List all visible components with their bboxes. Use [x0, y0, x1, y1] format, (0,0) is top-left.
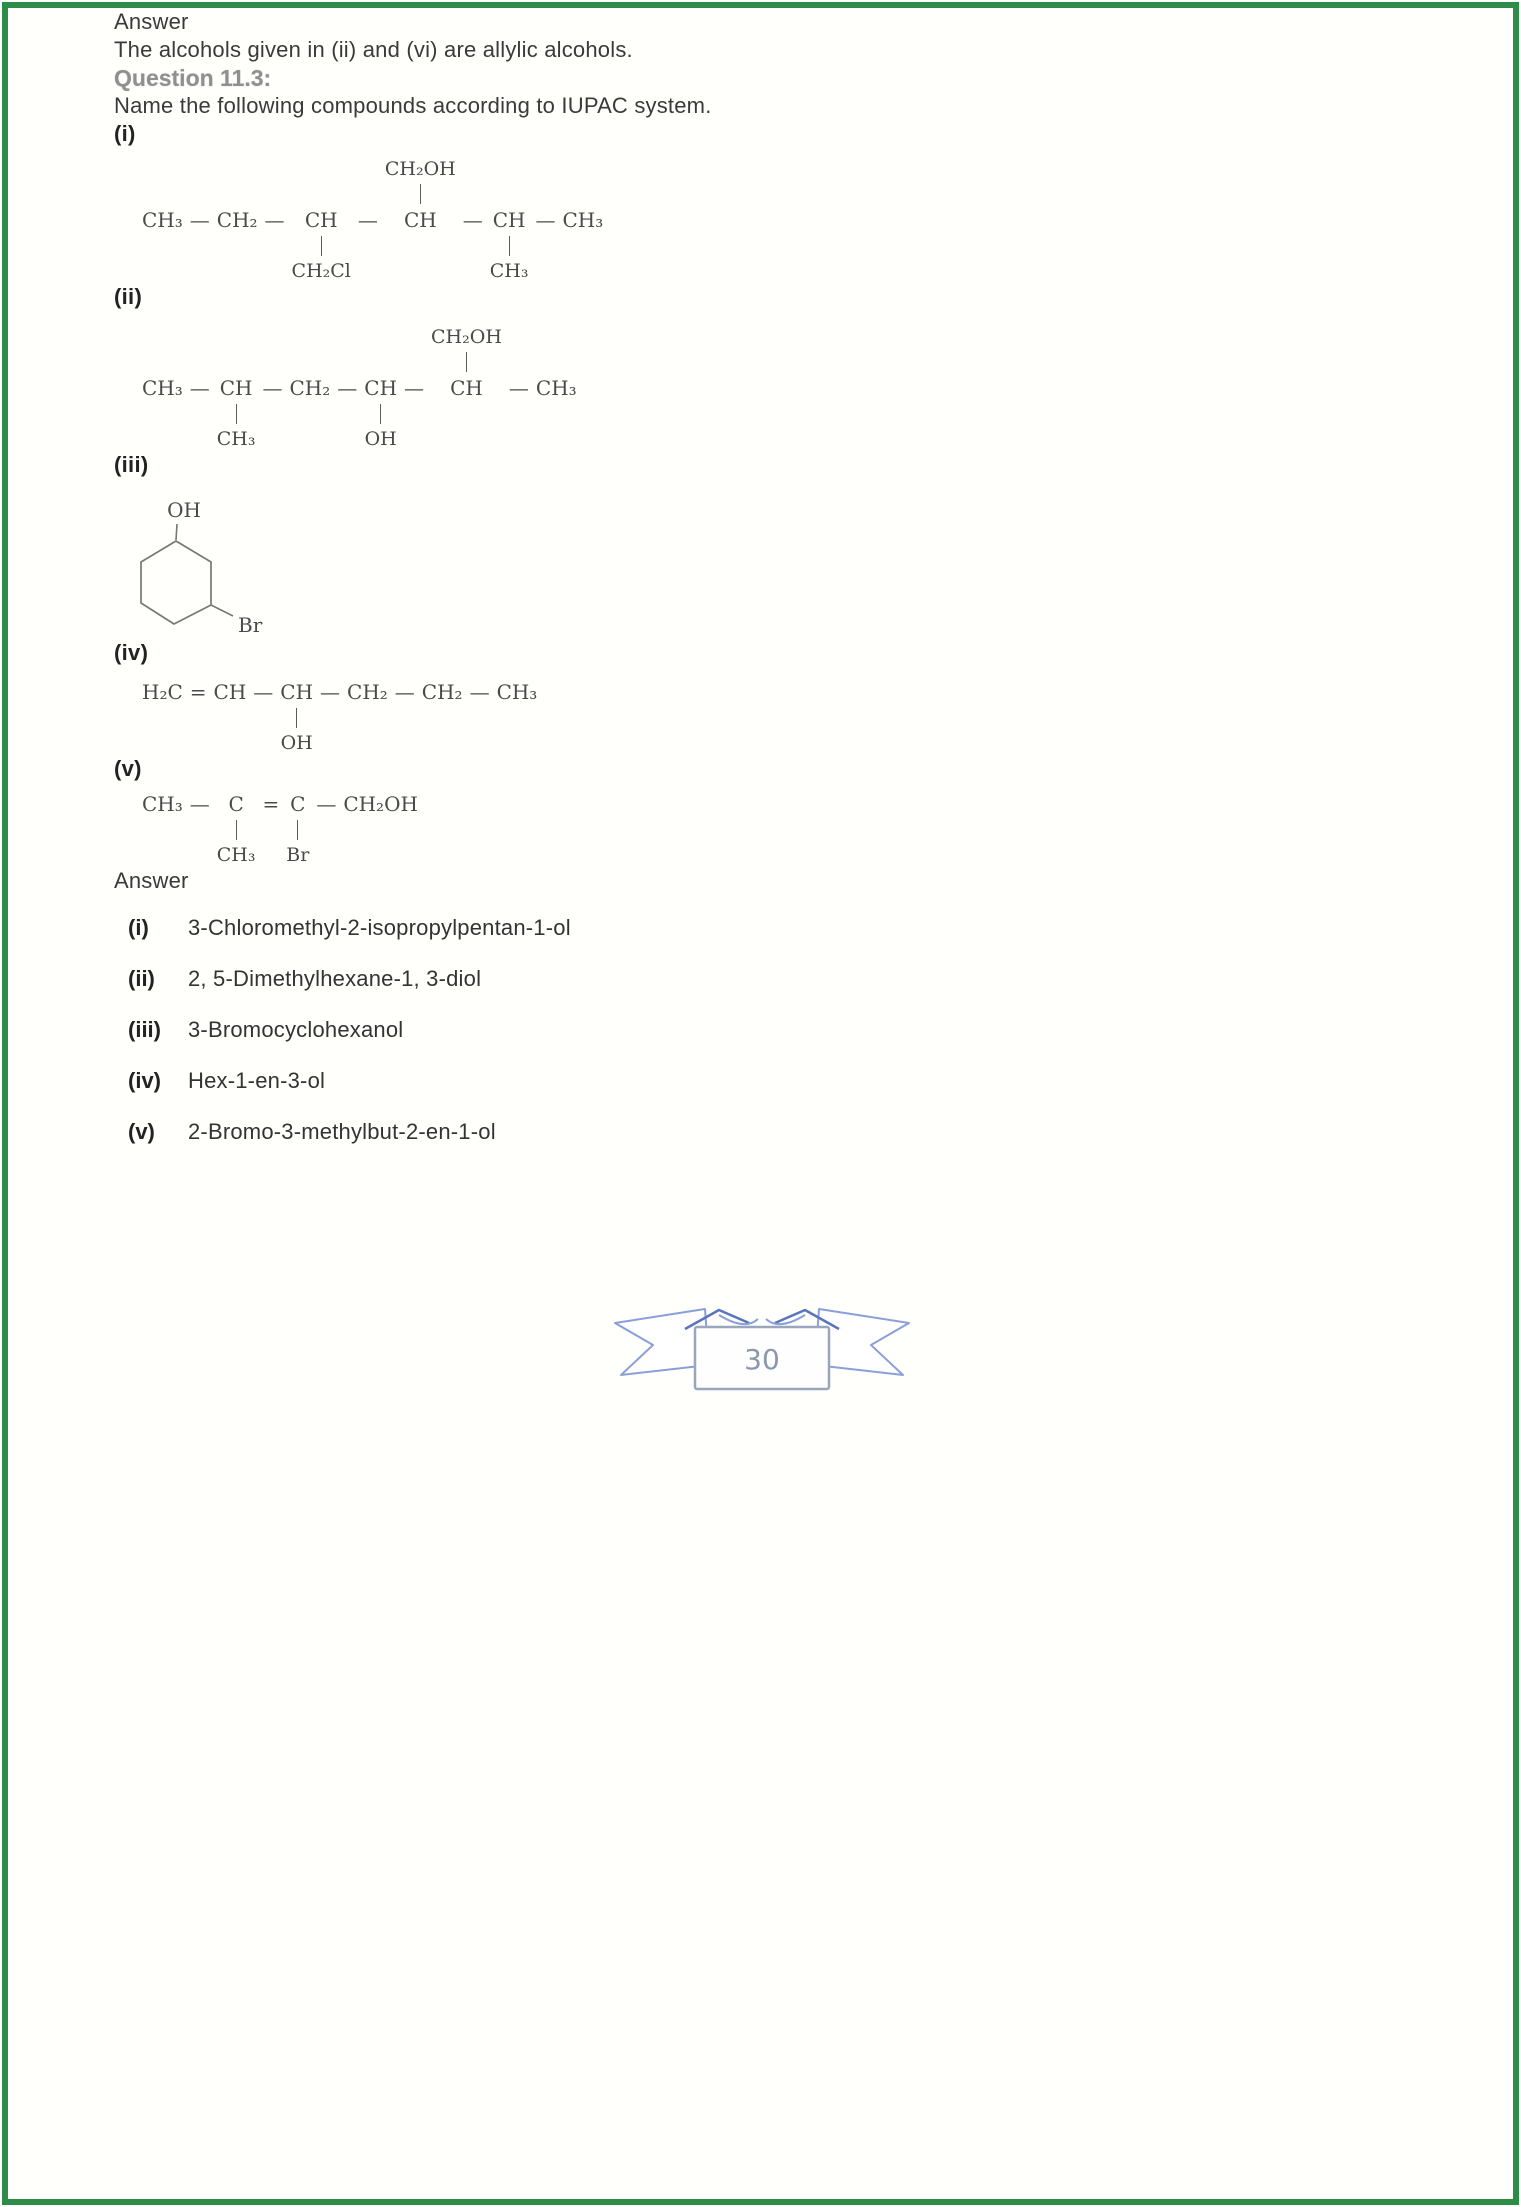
formula-substituent: CH₂OH [384, 158, 456, 180]
formula-atom-group [347, 679, 388, 755]
formula-vertical-bond [290, 349, 331, 375]
formula-vertical-bond [217, 401, 256, 427]
formula-vertical-bond [290, 401, 331, 427]
formula-bond: — [394, 680, 415, 704]
formula-bond: — [189, 208, 210, 232]
formula-vertical-bond [385, 233, 456, 259]
ring-oh-bond [176, 524, 177, 540]
formula-atom: CH₃ [142, 376, 183, 400]
question-heading: Question 11.3: [114, 65, 272, 91]
answer-marker: (v) [128, 1119, 155, 1144]
formula-atom-group [490, 157, 529, 283]
formula-atom: CH₃ [142, 208, 183, 232]
formula-vertical-bond [142, 817, 183, 843]
formula-vertical-bond [142, 349, 183, 375]
formula-vertical-bond [364, 401, 397, 427]
structure-iv-formula [142, 679, 1473, 755]
formula-atom: C [290, 792, 306, 816]
formula-atom: C [228, 792, 244, 816]
formula-atom: CH [280, 680, 314, 704]
formula-vertical-bond [280, 705, 313, 731]
formula-atom-group [142, 679, 183, 755]
answer-text: 2, 5-Dimethylhexane-1, 3-diol [188, 966, 482, 991]
formula-atom-group [497, 679, 538, 755]
page-number: 30 [744, 1343, 780, 1376]
formula-bond: — [262, 376, 283, 400]
formula-vertical-bond [490, 181, 529, 207]
formula-bond: — [508, 376, 529, 400]
formula-bond: = [189, 680, 207, 704]
formula-substituent: Br [286, 844, 310, 866]
formula-atom-group [562, 157, 603, 283]
formula-atom-group [343, 791, 418, 867]
answer-text: 3-Bromocyclohexanol [188, 1017, 404, 1042]
formula-vertical-bond [497, 705, 538, 731]
formula-atom: CH₂ [421, 680, 463, 704]
formula-bond: — [404, 376, 425, 400]
formula-atom: CH [364, 376, 398, 400]
formula-substituent: CH₃ [216, 428, 256, 450]
page-number-ribbon [597, 1279, 927, 1409]
formula-atom: CH₃ [562, 208, 604, 232]
structure-ii-marker: (ii) [114, 284, 143, 309]
intro-answer-text: The alcohols given in (ii) and (vi) are allylic alcohols. [114, 37, 633, 62]
ring-br-bond [211, 605, 233, 616]
answer-text: 3-Chloromethyl-2-isopropylpentan-1-ol [188, 915, 571, 940]
ring-oh-label: OH [167, 498, 201, 522]
formula-atom-group [142, 325, 183, 451]
answers-heading: Answer [114, 868, 189, 893]
answer-item-iv [128, 1067, 1473, 1095]
formula-bond: — [337, 376, 358, 400]
formula-substituent: CH₃ [489, 260, 529, 282]
formula-bond: — [316, 792, 337, 816]
formula-atom-group [536, 325, 577, 451]
formula-atom: CH [450, 376, 483, 400]
formula-vertical-bond [142, 181, 183, 207]
formula-vertical-bond [292, 181, 351, 207]
ring-br-label: Br [238, 613, 263, 637]
formula-vertical-bond [385, 181, 456, 207]
answer-item-v [128, 1118, 1473, 1146]
formula-atom-group [431, 325, 502, 451]
formula-bond: — [535, 208, 556, 232]
answer-item-i [128, 914, 1473, 942]
formula-atom: CH₃ [496, 680, 538, 704]
formula-vertical-bond [422, 705, 463, 731]
formula-vertical-bond [142, 705, 183, 731]
formula-substituent: CH₂Cl [291, 260, 351, 282]
formula-atom: H₂C [142, 680, 183, 704]
formula-vertical-bond [217, 349, 256, 375]
formula-vertical-bond [536, 349, 577, 375]
formula-atom-group [280, 679, 313, 755]
formula-bond: — [189, 792, 210, 816]
formula-vertical-bond [431, 401, 502, 427]
formula-atom-group [214, 679, 247, 755]
answer-marker: (ii) [128, 966, 155, 991]
answer-item-ii [128, 965, 1473, 993]
formula-atom-group [422, 679, 463, 755]
structure-iii-marker: (iii) [114, 452, 149, 477]
formula-bond: — [469, 680, 490, 704]
document-page [2, 2, 1519, 2205]
answer-text: Hex-1-en-3-ol [188, 1068, 326, 1093]
formula-bond: — [189, 376, 210, 400]
answer-text: 2-Bromo-3-methylbut-2-en-1-ol [188, 1119, 496, 1144]
formula-atom: CH₂OH [343, 792, 418, 816]
structure-v-marker: (v) [114, 756, 142, 781]
cyclohexane-hexagon [141, 541, 211, 624]
structure-iii-cyclohexanol-ring [137, 487, 327, 639]
formula-vertical-bond [217, 817, 256, 843]
formula-vertical-bond [292, 233, 351, 259]
formula-atom-group [142, 791, 183, 867]
formula-atom: CH₂ [347, 680, 388, 704]
formula-vertical-bond [431, 349, 502, 375]
formula-vertical-bond [490, 233, 529, 259]
formula-atom: CH₂ [216, 208, 258, 232]
formula-atom: CH [304, 208, 338, 232]
formula-vertical-bond [286, 817, 309, 843]
structure-i-marker: (i) [114, 121, 136, 146]
formula-vertical-bond [536, 401, 577, 427]
formula-atom: CH₃ [142, 792, 183, 816]
structure-i-formula [142, 157, 1473, 283]
formula-atom: CH [219, 376, 253, 400]
formula-atom-group [217, 157, 258, 283]
formula-vertical-bond [214, 705, 247, 731]
formula-atom: CH₂ [289, 376, 331, 400]
formula-vertical-bond [347, 705, 388, 731]
formula-bond: = [262, 792, 280, 816]
intro-answer-heading: Answer [114, 9, 189, 34]
formula-substituent: CH₃ [216, 844, 256, 866]
formula-atom: CH [403, 208, 437, 232]
formula-vertical-bond [562, 181, 603, 207]
formula-vertical-bond [562, 233, 603, 259]
formula-atom: CH [213, 680, 247, 704]
formula-vertical-bond [217, 233, 258, 259]
formula-vertical-bond [364, 349, 397, 375]
formula-atom-group [217, 325, 256, 451]
answer-item-iii [128, 1016, 1473, 1044]
formula-substituent: OH [280, 732, 313, 754]
structure-iv-marker: (iv) [114, 640, 149, 665]
formula-atom-group [290, 325, 331, 451]
structure-ii-formula [142, 325, 1473, 451]
formula-bond: — [357, 208, 378, 232]
formula-vertical-bond [217, 181, 258, 207]
formula-atom: CH₃ [535, 376, 577, 400]
formula-substituent: OH [364, 428, 397, 450]
question-text: Name the following compounds according to IUPAC system. [114, 93, 712, 118]
formula-bond: — [320, 680, 341, 704]
formula-atom-group [292, 157, 351, 283]
answer-marker: (iii) [128, 1017, 161, 1042]
formula-bond: — [264, 208, 285, 232]
formula-atom-group [217, 791, 256, 867]
formula-vertical-bond [343, 817, 418, 843]
formula-atom-group [385, 157, 456, 283]
formula-vertical-bond [142, 401, 183, 427]
structure-v-formula [142, 791, 1473, 867]
formula-bond: — [253, 680, 274, 704]
formula-atom-group [142, 157, 183, 283]
formula-atom: CH [492, 208, 526, 232]
formula-atom-group [364, 325, 397, 451]
answer-marker: (i) [128, 915, 149, 940]
formula-bond: — [462, 208, 483, 232]
formula-vertical-bond [142, 233, 183, 259]
formula-atom-group [286, 791, 309, 867]
formula-substituent: CH₂OH [431, 326, 502, 348]
answer-marker: (iv) [128, 1068, 161, 1093]
